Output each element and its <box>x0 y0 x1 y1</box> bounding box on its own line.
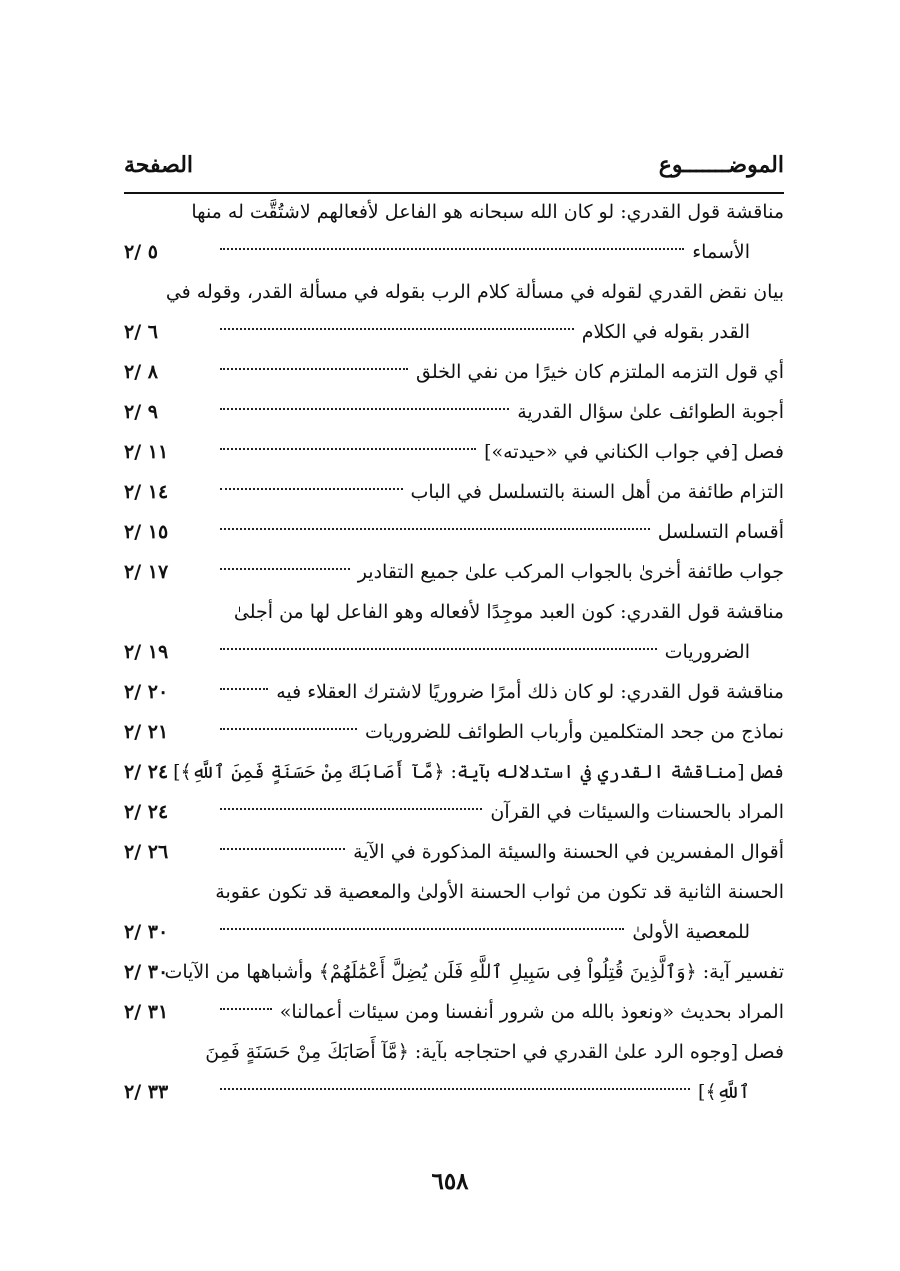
dot-leader <box>220 528 650 530</box>
toc-entry-line <box>124 352 784 392</box>
toc-entry-title: فصل [وجوه الرد علىٰ القدري في احتجاجه بآية: ﴿مَّآ أَصَابَكَ مِنْ حَسَنَةٍ فَمِنَ <box>205 1041 784 1063</box>
dot-leader <box>220 808 482 810</box>
toc-entry-page: ١٥ /٢ <box>124 521 169 543</box>
toc-entry-page: ٣٣ /٢ <box>124 1081 169 1103</box>
toc-entry-line <box>124 752 784 792</box>
toc-entry[interactable] <box>124 672 784 712</box>
toc-entry[interactable] <box>124 352 784 392</box>
toc-entry-line <box>124 832 784 872</box>
toc-entry-line <box>124 672 784 712</box>
toc-entry-line <box>124 632 784 672</box>
toc-entry-title: الحسنة الثانية قد تكون من ثواب الحسنة الأولىٰ والمعصية قد تكون عقوبة <box>215 881 784 903</box>
toc-entry-page: ٢٦ /٢ <box>124 841 169 863</box>
table-of-contents <box>124 192 784 1112</box>
toc-entry-line <box>124 392 784 432</box>
dot-leader <box>220 408 509 410</box>
toc-entry[interactable] <box>124 272 784 352</box>
toc-entry-line <box>124 712 784 752</box>
toc-entry-title: التزام طائفة من أهل السنة بالتسلسل في الباب <box>407 472 784 512</box>
dot-leader <box>220 248 684 250</box>
toc-entry-page: ١٤ /٢ <box>124 481 169 503</box>
toc-entry-line <box>124 552 784 592</box>
toc-entry-title: المراد بحديث «ونعوذ بالله من شرور أنفسنا ومن سيئات أعمالنا» <box>276 992 784 1032</box>
toc-entry[interactable] <box>124 192 784 272</box>
toc-entry-title: الأسماء <box>688 232 750 272</box>
toc-entry-page: ٢٠ /٢ <box>124 681 169 703</box>
dot-leader <box>220 1088 690 1090</box>
header-topic-label: الموضـــــــوع <box>658 152 784 178</box>
toc-entry-line <box>124 312 784 352</box>
toc-entry[interactable] <box>124 1032 784 1112</box>
toc-entry-line <box>124 592 784 632</box>
toc-entry-page: ٣٠ /٢ <box>124 961 169 983</box>
toc-entry-page: ١٧ /٢ <box>124 561 169 583</box>
toc-entry-title: فصل [في جواب الكناني في «حيدته»] <box>480 432 784 472</box>
dot-leader <box>220 448 476 450</box>
dot-leader <box>220 488 403 490</box>
header-page-label: الصفحة <box>124 152 194 178</box>
toc-entry-title: مناقشة قول القدري: كون العبد موجِدًا لأفعاله وهو الفاعل لها من أجلىٰ <box>233 601 784 623</box>
toc-entry-page: ٢٤ /٢ <box>124 761 169 783</box>
toc-entry-page: ٥ /٢ <box>124 241 158 263</box>
toc-entry-page: ٣٠ /٢ <box>124 921 169 943</box>
toc-entry-line <box>124 1072 784 1112</box>
dot-leader <box>220 728 357 730</box>
page-number: ٦٥٨ <box>431 1168 469 1195</box>
toc-entry-page: ١١ /٢ <box>124 441 169 463</box>
toc-entry-title: القدر بقوله في الكلام <box>578 312 750 352</box>
toc-entry-page: ٢٤ /٢ <box>124 801 169 823</box>
toc-entry[interactable] <box>124 872 784 952</box>
toc-entry[interactable] <box>124 432 784 472</box>
toc-entry-title: بيان نقض القدري لقوله في مسألة كلام الرب بقوله في مسألة القدر، وقوله في <box>165 281 784 303</box>
toc-entry[interactable] <box>124 792 784 832</box>
toc-entry-page: ٣١ /٢ <box>124 1001 169 1023</box>
toc-entry-title: للمعصية الأولىٰ <box>628 912 750 952</box>
toc-entry-line <box>124 192 784 232</box>
toc-entry-line <box>124 872 784 912</box>
dot-leader <box>220 328 574 330</box>
dot-leader <box>220 568 350 570</box>
toc-entry-line <box>124 432 784 472</box>
toc-entry-page: ٢١ /٢ <box>124 721 169 743</box>
toc-entry-line <box>124 792 784 832</box>
toc-entry[interactable] <box>124 952 784 992</box>
dot-leader <box>220 648 657 650</box>
toc-entry-title: نماذج من جحد المتكلمين وأرباب الطوائف للضروريات <box>361 712 784 752</box>
toc-entry-line <box>124 912 784 952</box>
toc-entry[interactable] <box>124 592 784 672</box>
toc-entry-page: ٨ /٢ <box>124 361 158 383</box>
toc-entry-page: ٦ /٢ <box>124 321 158 343</box>
toc-entry-line <box>124 272 784 312</box>
toc-entry-page: ٩ /٢ <box>124 401 158 423</box>
dot-leader <box>220 688 268 690</box>
toc-entry-title: الضروريات <box>661 632 750 672</box>
toc-entry[interactable] <box>124 392 784 432</box>
toc-entry-line <box>124 232 784 272</box>
toc-entry-title: أقسام التسلسل <box>654 512 784 552</box>
toc-entry-title: ٱللَّهِ﴾] <box>694 1072 750 1112</box>
toc-entry[interactable] <box>124 472 784 512</box>
dot-leader <box>220 368 408 370</box>
toc-entry-title: المراد بالحسنات والسيئات في القرآن <box>486 792 784 832</box>
dot-leader <box>220 1008 272 1010</box>
toc-entry[interactable] <box>124 552 784 592</box>
toc-entry-page: ١٩ /٢ <box>124 641 169 663</box>
toc-entry-line <box>124 992 784 1032</box>
toc-header <box>124 150 784 194</box>
toc-entry-line <box>124 952 784 992</box>
toc-entry-title: جواب طائفة أخرىٰ بالجواب المركب علىٰ جميع التقادير <box>354 552 784 592</box>
toc-entry-title: أقوال المفسرين في الحسنة والسيئة المذكورة في الآية <box>349 832 784 872</box>
toc-entry[interactable] <box>124 832 784 872</box>
toc-entry-title: أي قول التزمه الملتزم كان خيرًا من نفي الخلق <box>412 352 784 392</box>
toc-entry-title: تفسير آية: ﴿وَٱلَّذِينَ قُتِلُواْ فِى سَبِيلِ ٱللَّهِ فَلَن يُضِلَّ أَعْمَٰلَهُمْ﴾ وأشباهها من الآيات <box>160 952 784 992</box>
toc-entry-title: أجوبة الطوائف علىٰ سؤال القدرية <box>513 392 784 432</box>
toc-entry-title: فصل [مناقشة القدري في استدلاله بآية: ﴿مَّآ أَصَابَكَ مِنْ حَسَنَةٍ فَمِنَ ٱللَّهِ﴾] <box>169 752 784 792</box>
dot-leader <box>220 848 345 850</box>
toc-entry[interactable] <box>124 512 784 552</box>
toc-entry-line <box>124 472 784 512</box>
toc-entry[interactable] <box>124 752 784 792</box>
toc-entry-line <box>124 512 784 552</box>
toc-entry-line <box>124 1032 784 1072</box>
toc-entry-title: مناقشة قول القدري: لو كان الله سبحانه هو الفاعل لأفعالهم لاشتُقَّت له منها <box>191 201 784 223</box>
toc-entry[interactable] <box>124 712 784 752</box>
toc-entry-title: مناقشة قول القدري: لو كان ذلك أمرًا ضروريًا لاشترك العقلاء فيه <box>272 672 784 712</box>
dot-leader <box>220 928 624 930</box>
toc-entry[interactable] <box>124 992 784 1032</box>
